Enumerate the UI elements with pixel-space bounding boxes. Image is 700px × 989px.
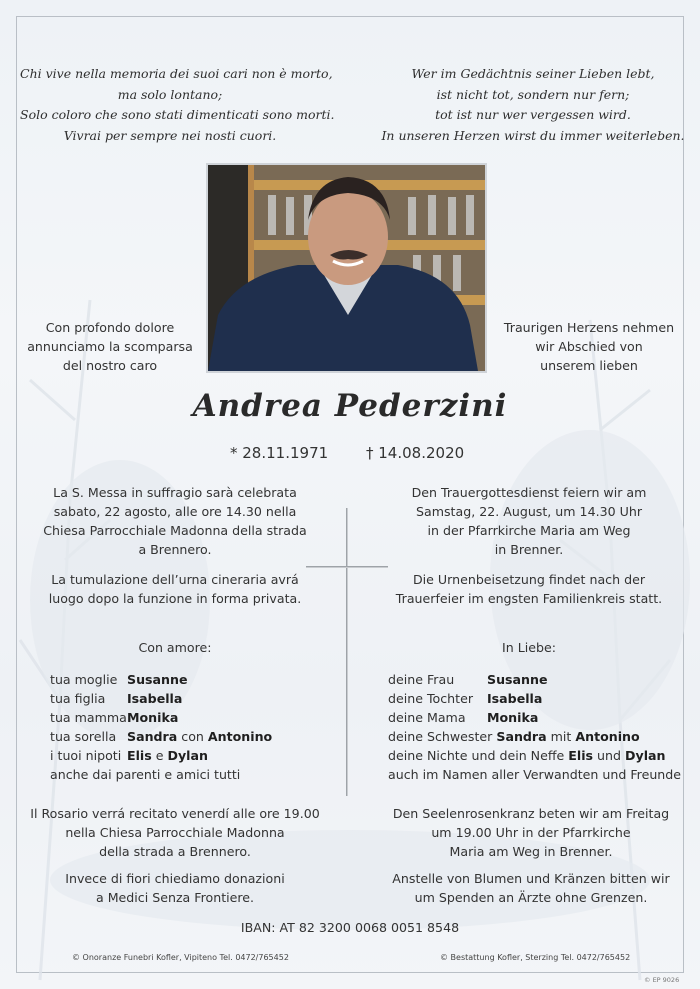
intro-de-line: wir Abschied von <box>535 339 643 354</box>
family-row <box>388 746 678 765</box>
family-row <box>388 727 678 746</box>
intro-it-line: Con profondo dolore <box>45 320 175 335</box>
relation-label: deine Nichte und dein Neffe <box>388 748 565 763</box>
rosary-it-line: nella Chiesa Parrocchiale Madonna <box>65 825 285 840</box>
rosary-italian <box>20 804 330 861</box>
family-row <box>50 708 320 727</box>
footer-right: © Bestattung Kofler, Sterzing Tel. 0472/765452 <box>440 953 631 962</box>
mass-it-line: a Brennero. <box>138 542 212 557</box>
iban-text: IBAN: AT 82 3200 0068 0051 8548 <box>240 920 460 935</box>
family-row <box>388 670 678 689</box>
family-list-german <box>388 670 682 784</box>
relative-name: Sandra <box>496 729 547 744</box>
family-row <box>50 746 320 765</box>
poem-it-line: Chi vive nella memoria dei suoi cari non è morto, <box>20 66 333 81</box>
relation-label: tua moglie <box>50 672 118 687</box>
relative-name: Monika <box>487 710 539 725</box>
relative-name: Sandra <box>127 729 178 744</box>
mass-it-line: La S. Messa in suffragio sarà celebrata <box>53 485 297 500</box>
rosary-de-line: Maria am Weg in Brenner. <box>449 844 613 859</box>
flowers-de-line: Anstelle von Blumen und Kränzen bitten wir <box>392 871 670 886</box>
relative-name: Antonino <box>207 729 273 744</box>
relative-name: Dylan <box>167 748 208 763</box>
mass-it-line: Chiesa Parrocchiale Madonna della strada <box>43 523 307 538</box>
relative-name: Elis <box>127 748 152 763</box>
relation-label: tua mamma <box>50 710 127 725</box>
relative-name: Isabella <box>127 691 183 706</box>
intro-it-line: annunciamo la scomparsa <box>27 339 193 354</box>
corner-code: © EP 9026 <box>644 976 680 984</box>
conjunction: und <box>597 748 622 763</box>
urn-italian <box>30 570 320 608</box>
mass-de-line: in der Pfarrkirche Maria am Weg <box>427 523 631 538</box>
relative-name: Isabella <box>487 691 543 706</box>
relative-name: Susanne <box>127 672 188 687</box>
intro-de-line: unserem lieben <box>540 358 638 373</box>
poem-de-line: Wer im Gedächtnis seiner Lieben lebt, <box>411 66 655 81</box>
deceased-name: Andrea Pederzini <box>192 388 508 424</box>
mass-it-line: sabato, 22 agosto, alle ore 14.30 nella <box>53 504 297 519</box>
footer-left: © Onoranze Funebri Kofler, Vipiteno Tel. 0472/765452 <box>72 953 289 962</box>
intro-it-line: del nostro caro <box>62 358 158 373</box>
urn-it-line: La tumulazione dell’urna cineraria avrá <box>51 572 299 587</box>
family-row <box>50 670 320 689</box>
poem-german <box>378 64 688 146</box>
conjunction: mit <box>550 729 572 744</box>
flowers-it-line: a Medici Senza Frontiere. <box>95 890 255 905</box>
relation-label: i tuoi nipoti <box>50 748 122 763</box>
rosary-it-line: Il Rosario verrá recitato venerdí alle ore 19.00 <box>30 806 320 821</box>
relation-label: deine Frau <box>388 672 455 687</box>
cross-horizontal <box>306 566 388 568</box>
portrait-photo <box>206 163 487 373</box>
mass-german <box>384 483 674 559</box>
conjunction: e <box>155 748 164 763</box>
relative-name: Monika <box>127 710 179 725</box>
relation-label: anche dai parenti e amici tutti <box>50 767 241 782</box>
urn-german <box>384 570 674 608</box>
relation-label: tua figlia <box>50 691 106 706</box>
flowers-it-line: Invece di fiori chiediamo donazioni <box>65 871 285 886</box>
relative-name: Susanne <box>487 672 548 687</box>
family-row <box>388 765 682 784</box>
poem-it-line: Vivrai per sempre nei nosti cuori. <box>63 127 277 143</box>
intro-de-line: Traurigen Herzens nehmen <box>503 320 675 335</box>
relative-name: Dylan <box>625 748 666 763</box>
intro-italian <box>20 318 200 375</box>
flowers-german <box>376 869 686 907</box>
family-list-italian <box>50 670 320 784</box>
mass-italian <box>30 483 320 559</box>
rosary-german <box>376 804 686 861</box>
intro-german <box>494 318 684 375</box>
birth-date: * 28.11.1971 <box>230 444 329 462</box>
poem-de-line: tot ist nur wer vergessen wird. <box>435 107 631 122</box>
urn-it-line: luogo dopo la funzione in forma privata. <box>48 591 302 606</box>
flowers-italian <box>20 869 330 907</box>
family-row <box>388 689 678 708</box>
death-date: † 14.08.2020 <box>366 444 465 462</box>
family-row <box>50 689 320 708</box>
mass-de-line: in Brenner. <box>494 542 564 557</box>
rosary-it-line: della strada a Brennero. <box>99 844 251 859</box>
mass-de-line: Den Trauergottesdienst feiern wir am <box>411 485 647 500</box>
mass-de-line: Samstag, 22. August, um 14.30 Uhr <box>416 504 642 519</box>
urn-de-line: Trauerfeier im engsten Familienkreis statt. <box>395 591 663 606</box>
flowers-de-line: um Spenden an Ärzte ohne Grenzen. <box>414 890 648 905</box>
relation-label: deine Schwester <box>388 729 493 744</box>
relation-label: auch im Namen aller Verwandten und Freunde <box>388 767 682 782</box>
rosary-de-line: um 19.00 Uhr in der Pfarrkirche <box>431 825 631 840</box>
relation-label: deine Tochter <box>388 691 474 706</box>
conjunction: con <box>181 729 204 744</box>
poem-de-line: ist nicht tot, sondern nur fern; <box>436 86 630 102</box>
poem-it-line: Solo coloro che sono stati dimenticati sono morti. <box>20 107 335 122</box>
love-heading-german: In Liebe: <box>502 640 556 655</box>
family-row <box>50 765 320 784</box>
family-row <box>388 708 678 727</box>
urn-de-line: Die Urnenbeisetzung findet nach der <box>412 572 646 587</box>
portrait-illustration <box>208 165 485 371</box>
relative-name: Elis <box>568 748 594 763</box>
poem-de-line: In unseren Herzen wirst du immer weiterleben. <box>381 127 685 143</box>
relation-label: deine Mama <box>388 710 466 725</box>
poem-it-line: ma solo lontano; <box>117 86 223 102</box>
relative-name: Antonino <box>575 729 640 744</box>
cross-vertical <box>346 508 348 796</box>
rosary-de-line: Den Seelenrosenkranz beten wir am Freitag <box>392 806 670 821</box>
relation-label: tua sorella <box>50 729 117 744</box>
family-row <box>50 727 320 746</box>
love-heading-italian: Con amore: <box>138 640 212 655</box>
poem-italian <box>20 64 335 146</box>
